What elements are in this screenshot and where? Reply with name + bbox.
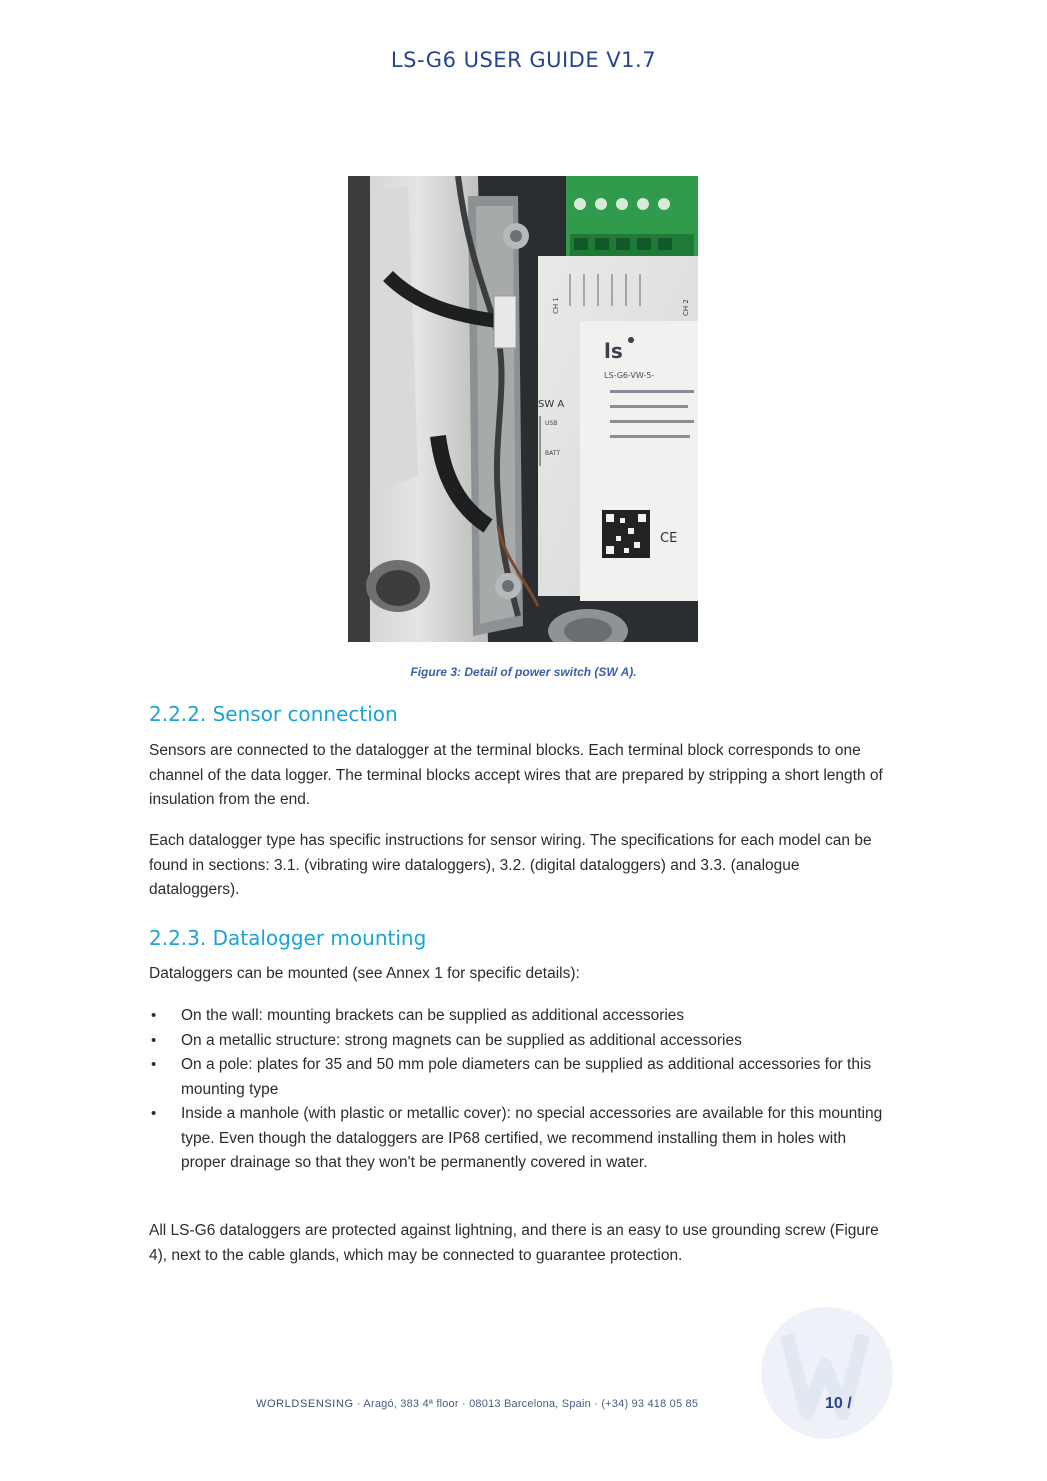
photo-ce-mark: CE	[660, 531, 678, 546]
photo-label-ch2: CH 2	[682, 299, 690, 316]
footer-address: · Aragó, 383 4ª floor · 08013 Barcelona, Spain · (+34) 93 418 05 85	[353, 1398, 699, 1410]
bullet-symbol: •	[151, 1031, 157, 1049]
list-item	[149, 1102, 894, 1176]
list-item-text: Inside a manhole (with plastic or metallic cover): no special accessories are available for this mounting type. Even though the dataloggers are IP68 certified, we recommend installing them in holes with proper drainage so that they won't be permanently covered in water.	[181, 1105, 883, 1171]
list-item-text: On the wall: mounting brackets can be supplied as additional accessories	[181, 1007, 685, 1024]
list-item	[149, 1004, 894, 1029]
mounting-options-list	[149, 1004, 894, 1176]
photo-batt-label: BATT	[545, 450, 560, 457]
paragraph-sensor-connection-1: Sensors are connected to the datalogger at the terminal blocks. Each terminal block corresponds to one channel of the data logger. The terminal blocks accept wires that are prepared by stripping a short length of insulation from the end.	[149, 742, 883, 808]
bullet-symbol: •	[151, 1056, 157, 1073]
photo-label-ch1: CH 1	[552, 297, 560, 314]
photo-logo: ls	[604, 339, 623, 363]
page-number: 10 /	[825, 1395, 852, 1412]
list-item	[149, 1053, 894, 1102]
photo-sw-a-label: SW A	[538, 399, 565, 410]
photo-model-label: LS-G6-VW-5-	[604, 371, 655, 380]
list-item-text: On a metallic structure: strong magnets can be supplied as additional accessories	[181, 1031, 742, 1049]
bullet-symbol: •	[151, 1105, 157, 1122]
paragraph-sensor-connection-2: Each datalogger type has specific instructions for sensor wiring. The specifications for each model can be found in sections: 3.1. (vibrating wire dataloggers), 3.2. (digital dataloggers) and 3.3. (analogue dataloggers).	[149, 832, 872, 898]
bullet-symbol: •	[151, 1007, 157, 1024]
section-heading-sensor-connection: 2.2.2. Sensor connection	[149, 702, 398, 726]
section-heading-datalogger-mounting: 2.2.3. Datalogger mounting	[149, 926, 427, 950]
worldsensing-watermark-logo	[755, 1295, 895, 1445]
photo-usb-label: USB	[545, 420, 558, 427]
figure-photo-power-switch	[348, 176, 698, 642]
page-footer	[256, 1398, 698, 1410]
list-item-text: On a pole: plates for 35 and 50 mm pole diameters can be supplied as additional accessories for this mounting type	[181, 1056, 872, 1098]
footer-company: WORLDSENSING	[256, 1398, 354, 1410]
figure-caption: Figure 3: Detail of power switch (SW A).	[410, 665, 637, 679]
page-header-title: LS-G6 USER GUIDE V1.7	[390, 48, 657, 72]
list-item	[149, 1029, 894, 1054]
paragraph-mounting-intro: Dataloggers can be mounted (see Annex 1 for specific details):	[149, 965, 580, 982]
paragraph-mounting-closing: All LS-G6 dataloggers are protected against lightning, and there is an easy to use grounding screw (Figure 4), next to the cable glands, which may be connected to guarantee protection.	[149, 1222, 879, 1264]
